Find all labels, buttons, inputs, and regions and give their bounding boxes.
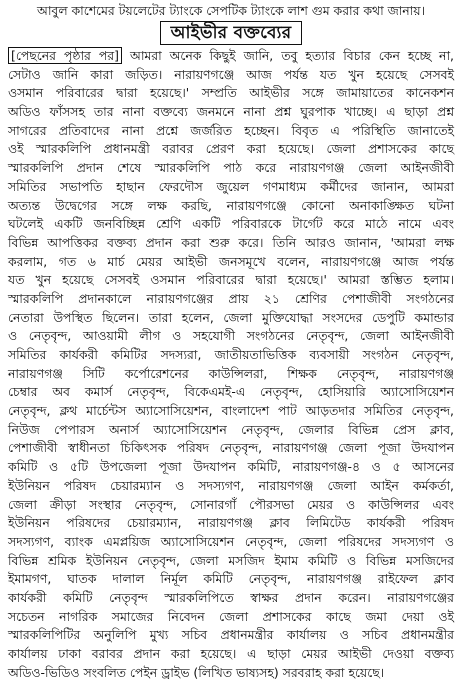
headline-container (8, 21, 454, 45)
article-text-line: চেম্বার অব কমার্স নেতৃবৃন্দ, বিকেএমই-এ নেতৃবৃন্দ, হোসিয়ারি অ্যাসোসিয়েশন (8, 384, 454, 400)
article-text-line: ইউনিয়ন পরিষদ চেয়ারম্যান ও সদস্যগণ, নারায়ণগঞ্জ জেলা আইন কর্মকর্তা, (8, 477, 454, 493)
article-text-line: নারায়ণগঞ্জ সিটি কর্পোরেশনের কাউন্সিলরা, শিক্ষক নেতৃবৃন্দ, নারায়ণগঞ্জ (8, 365, 454, 381)
article-text-line: অত্যন্ত উদ্বেগের সঙ্গে লক্ষ করছি, নারায়ণগঞ্জে কোনো অনাকাঙ্ক্ষিত ঘটনা (8, 197, 454, 213)
article-text-line: পেশাজীবী স্বাধীনতা চিকিৎসক পরিষদ নেতৃবৃন্দ, নারায়ণগঞ্জ জেলা পূজা উদযাপন (8, 440, 454, 456)
article-text-line: ইউনিয়ন পরিষদের চেয়ারম্যান, নারায়ণগঞ্জ ক্লাব লিমিটেড কার্যকরী পরিষদ (8, 515, 454, 531)
article-text-line: নেতৃবৃন্দ, ক্লথ মার্চেন্টস অ্যাসোসিয়েশন, বাংলাদেশ পাট আড়তদার সমিতির নেতৃবৃন্দ, (8, 403, 454, 419)
article-text-line: নেতারা উপস্থিত ছিলেন। তারা হলেন, জেলা মুক্তিযোদ্ধা সংসদের ডেপুটি কমান্ডার (8, 309, 454, 325)
article-text-line: স্মারকলিপি প্রদানকালে নারায়ণগঞ্জের প্রায় ২১ শ্রেণির পেশাজীবী সংগঠনের (8, 290, 454, 306)
article-text-line: ওসমান পরিবারের দ্বারা হয়েছে।' সম্প্রতি আইভীর সঙ্গে জামায়াতের কানেকশন (8, 85, 454, 101)
article-text-line: সমিতির কার্যকরী কমিটির সদস্যরা, জাতীয়তাভিত্তিক ব্যবসায়ী সংগঠন নেতৃবৃন্দ, (8, 347, 454, 362)
first-line-text: আমরা অনেক কিছুই জানি, তবু হত্যার বিচার কেন হচ্ছে না, (121, 48, 454, 63)
article-text-line: যত খুন হয়েছে সেসবই ওসমান পরিবারের দ্বারা হয়েছে।' আমরা স্তম্ভিত হলাম। (8, 272, 454, 288)
article-text-line: কমিটি ও ৫টি উপজেলা পূজা উদযাপন কমিটি, নারায়ণগঞ্জ-৪ ও ৫ আসনের (8, 459, 454, 475)
article-text-line: সদস্যগণ, ব্যাংক এমপ্লয়িজ অ্যাসোসিয়েশন নেতৃবৃন্দ, জেলা পরিষদের সদস্যগণ ও (8, 533, 454, 549)
article-text-line: নিউজ পেপারস অনার্স অ্যাসোসিয়েশন নেতৃবৃন্দ, জেলার বিভিন্ন প্রেস ক্লাব, (8, 421, 454, 437)
article-text-line: অডিও ফাঁসসহ তার নানা বক্তব্যে জনমনে নানা প্রশ্ন ঘুরপাক খাচ্ছে। এ ছাড়া প্রশ্ন (8, 104, 454, 120)
article-body (8, 47, 454, 682)
article-text-line: ঘটলেই একটি জনবিচ্ছিন্ন শ্রেণি একটি পরিবারকে টার্গেট করে মাঠে নামে এবং (8, 216, 454, 232)
article-text-line: সেটাও জানি কারা জড়িত। নারায়ণগঞ্জে আজ পর্যন্ত যত খুন হয়েছে সেসবই (8, 66, 454, 82)
article-text-line: সচেতন নাগরিক সমাজের নিবেদন জেলা প্রশাসকের কাছে জমা দেয়া ওই (8, 608, 454, 624)
article-text-line: সাগরের প্রতিবাদের নানা প্রশ্নে জর্জরিত হচ্ছেন। বিবৃত এ পরিস্থিতি জানাতেই (8, 122, 454, 138)
article-text-line: অডিও-ভিডিও সংবলিত পেইন ড্রাইভ (লিখিত ভাষ্যসহ) সরবরাহ করা হয়েছে। (8, 664, 385, 680)
article-headline: আইভীর বক্তব্যের (160, 21, 303, 45)
article-text-line: বিভিন্ন শ্রমিক ইউনিয়ন নেতৃবৃন্দ, জেলা মসজিদ ইমাম কমিটি ও বিভিন্ন মসজিদের (8, 552, 454, 568)
article-text-line: ও নেতৃবৃন্দ, আওয়ামী লীগ ও সহযোগী সংগঠনের নেতৃবৃন্দ, জেলা আইনজীবী (8, 328, 454, 344)
article-text-line: বিভিন্ন আপত্তিকর বক্তব্য প্রদান করা শুরু করে। তিনি আরও জানান, 'আমরা লক্ষ (8, 234, 454, 250)
article-first-line (8, 47, 454, 66)
article-text-line: ওই স্মারকলিপি প্রধানমন্ত্রী বরাবর প্রেরণ করা হয়েছে। জেলা প্রশাসকের কাছে (8, 141, 454, 157)
article-text-line: করলাম, গত ৬ মার্চ মেয়র আইভী জনসমূখে বলেন, নারায়ণগঞ্জে আজ পর্যন্ত (8, 253, 454, 269)
previous-paragraph-line: আবুল কাশেমের টয়লেটের ট্যাংকে সেপটিক ট্যাংকে লাশ গুম করার কথা জানায়। (36, 3, 426, 18)
article-text-line: সমিতির সভাপতি হাছান ফেরদৌস জুয়েল গণমাধ্যম কর্মীদের জানান, আমরা (8, 178, 454, 194)
article-text-line: জেলা ক্রীড়া সংস্থার নেতৃবৃন্দ, সোনারগাঁ পৌরসভা মেয়র ও কাউন্সিলর এবং (8, 496, 454, 512)
continued-from-back-page-tag: [পেছনের পৃষ্ঠার পর] (8, 47, 122, 64)
article-text-line: কার্যালয় ঢাকা বরাবর প্রদান করা হয়েছে। এ ছাড়া মেয়র আইভী দেওয়া বক্তব্য (8, 646, 454, 661)
article-text-line: স্মারকলিপিটির অনুলিপি মুখ্য সচিব প্রধানমন্ত্রীর কার্যালয় ও সচিব প্রধানমন্ত্রীর (8, 627, 454, 643)
article-text-line: ইমামগণ, ঘাতক দালাল নির্মূল কমিটি নেতৃবৃন্দ, নারায়ণগঞ্জ রাইফেল ক্লাব (8, 571, 454, 587)
article-text-line: স্মারকলিপি প্রদান শেষে স্মারকলিপি পাঠ করে নারায়ণগঞ্জ জেলা আইনজীবী (8, 160, 454, 176)
article-text-line: কার্যকরী কমিটি নেতৃবৃন্দ স্মারকলিপিতে স্বাক্ষর প্রদান করেন। নারায়ণগঞ্জের (8, 589, 454, 605)
